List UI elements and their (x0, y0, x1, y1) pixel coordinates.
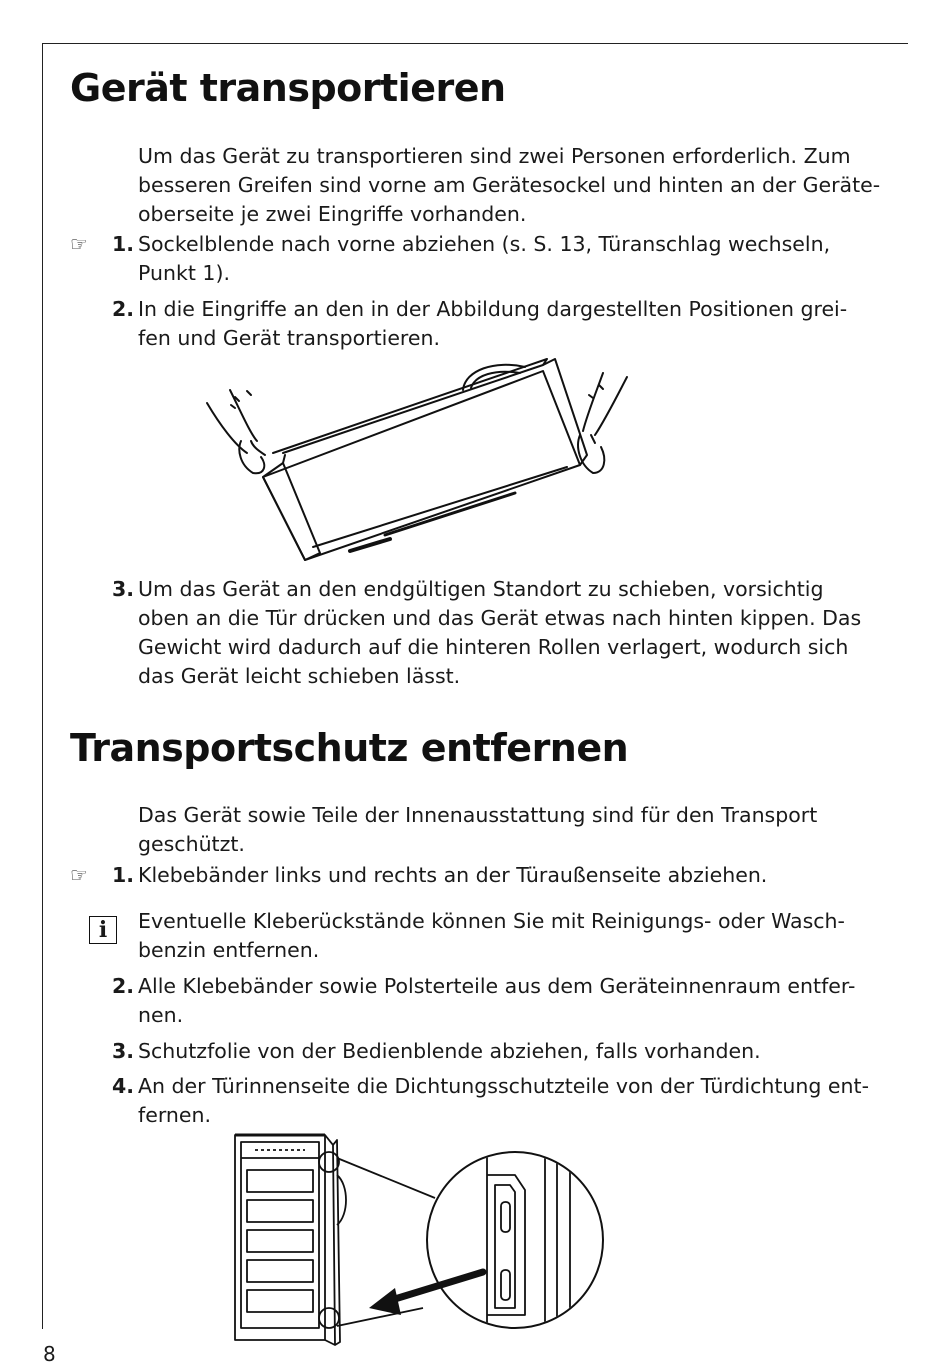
transport-step-3: Um das Gerät an den endgültigen Standort zu schieben, vorsichtig oben an die Tür drücken und das Gerät etwas nach hinten kippen. Das Gewicht wird dadurch auf die hinteren Rollen verlagert, wodurch sich das Gerät leicht schieben lässt. (138, 577, 862, 688)
info-icon: i (89, 916, 117, 944)
top-rule (42, 43, 908, 44)
step-number: 1. (111, 232, 134, 256)
step-number: 3. (111, 577, 134, 601)
transport-step-2: In die Eingriffe an den in der Abbildung dargestellten Positionen grei- fen und Gerät transportieren. (138, 297, 848, 350)
page-number: 8 (43, 1342, 56, 1366)
step-number: 4. (111, 1074, 134, 1098)
carrying-appliance-illustration (195, 355, 645, 570)
step-number: 1. (111, 863, 134, 887)
protection-step-3: Schutzfolie von der Bedienblende abziehen, falls vorhanden. (138, 1039, 761, 1063)
section-title-transport: Gerät transportieren (70, 66, 506, 110)
protection-step-2: Alle Klebebänder sowie Polsterteile aus dem Geräteinnenraum entfer- nen. (138, 974, 856, 1027)
section-title-transport-protection: Transportschutz entfernen (70, 726, 629, 770)
transport-step-1: Sockelblende nach vorne abziehen (s. S. 13, Türanschlag wechseln, Punkt 1). (138, 232, 831, 285)
protection-intro: Das Gerät sowie Teile der Innenausstattung sind für den Transport geschützt. (138, 803, 818, 856)
left-rule (42, 43, 43, 1329)
step-number: 2. (111, 297, 134, 321)
info-note: Eventuelle Kleberückstände können Sie mit Reinigungs- oder Wasch- benzin entfernen. (138, 909, 845, 962)
pointing-hand-icon: ☞ (70, 232, 88, 256)
step-number: 3. (111, 1039, 134, 1063)
transport-intro: Um das Gerät zu transportieren sind zwei Personen erforderlich. Zum besseren Greifen sind vorne am Gerätesockel und hinten an der Geräte- oberseite je zwei Eingriffe vorhanden. (138, 144, 881, 226)
pointing-hand-icon: ☞ (70, 863, 88, 887)
protection-step-1: Klebebänder links und rechts an der Türaußenseite abziehen. (138, 863, 768, 887)
protection-step-4: An der Türinnenseite die Dichtungsschutzteile von der Türdichtung ent- fernen. (138, 1074, 869, 1127)
step-number: 2. (111, 974, 134, 998)
freezer-door-seal-illustration (225, 1130, 610, 1350)
